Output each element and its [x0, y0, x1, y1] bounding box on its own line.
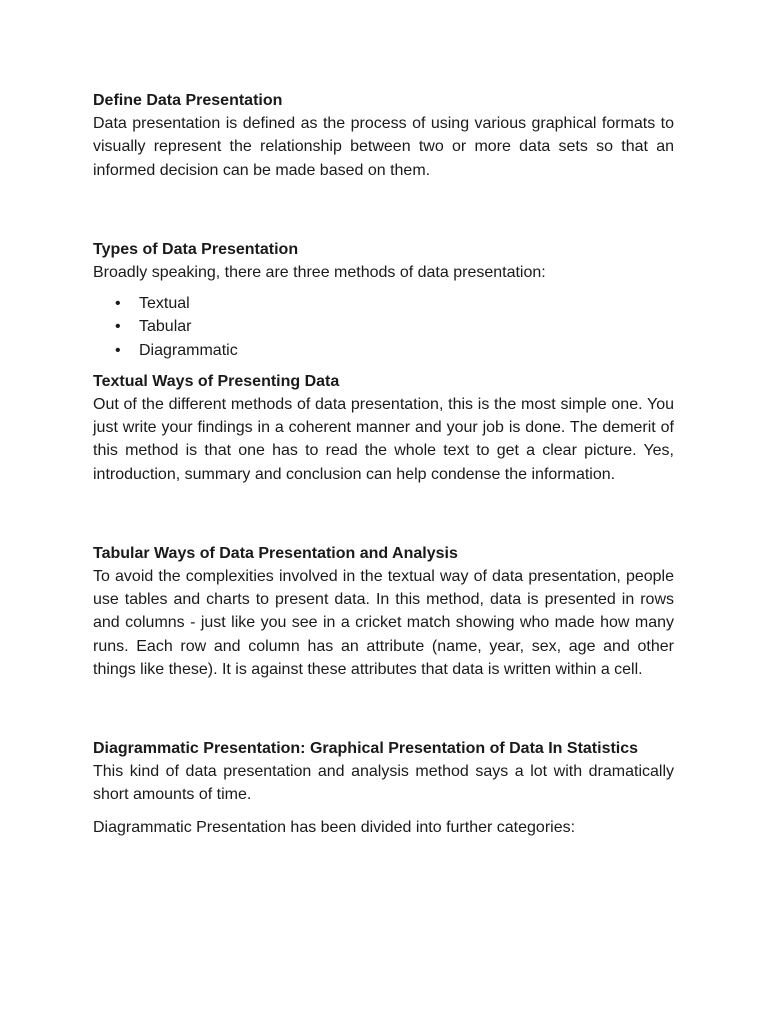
- section-diagrammatic: [93, 737, 674, 839]
- list-item: [93, 292, 674, 315]
- section-textual: [93, 370, 674, 486]
- section-body: To avoid the complexities involved in the textual way of data presentation, people use tables and charts to present data. In this method, data is presented in rows and columns - just like you see in a cricket match showing who made how many runs. Each row and column has an attribute (name, year, sex, age and other things like these). It is against these attributes that data is written within a cell.: [93, 568, 674, 678]
- section-body: This kind of data presentation and analysis method says a lot with dramatically short amounts of time.: [93, 763, 674, 804]
- spacer: [93, 486, 674, 542]
- spacer: [93, 807, 674, 816]
- section-body-2: Diagrammatic Presentation has been divided into further categories:: [93, 818, 576, 836]
- section-heading: Types of Data Presentation: [93, 240, 299, 258]
- document-page: [93, 89, 674, 839]
- list-item: [93, 339, 674, 362]
- list-item-label: Diagrammatic: [139, 341, 238, 359]
- section-tabular: [93, 542, 674, 681]
- section-types: [93, 238, 674, 362]
- section-heading: Textual Ways of Presenting Data: [93, 372, 340, 390]
- section-body: Data presentation is defined as the process of using various graphical formats to visually represent the relationship between two or more data sets so that an informed decision can be made based on them.: [93, 115, 674, 179]
- section-heading: Diagrammatic Presentation: Graphical Presentation of Data In Statistics: [93, 740, 639, 758]
- section-body: Out of the different methods of data presentation, this is the most simple one. You just write your findings in a coherent manner and your job is done. The demerit of this method is that one has to read the whole text to get a clear picture. Yes, introduction, summary and conclusion can help condense the information.: [93, 396, 674, 483]
- section-heading: Define Data Presentation: [93, 92, 283, 109]
- list-item-label: Textual: [139, 295, 190, 313]
- bullet-icon: •: [115, 295, 121, 313]
- types-list: [93, 292, 674, 362]
- bullet-icon: •: [115, 341, 121, 359]
- section-define: [93, 89, 674, 182]
- list-item-label: Tabular: [139, 318, 192, 336]
- section-body: Broadly speaking, there are three methods of data presentation:: [93, 264, 546, 282]
- spacer: [93, 681, 674, 737]
- list-item: [93, 315, 674, 338]
- bullet-icon: •: [115, 318, 121, 336]
- spacer: [93, 182, 674, 238]
- section-heading: Tabular Ways of Data Presentation and Analysis: [93, 544, 458, 562]
